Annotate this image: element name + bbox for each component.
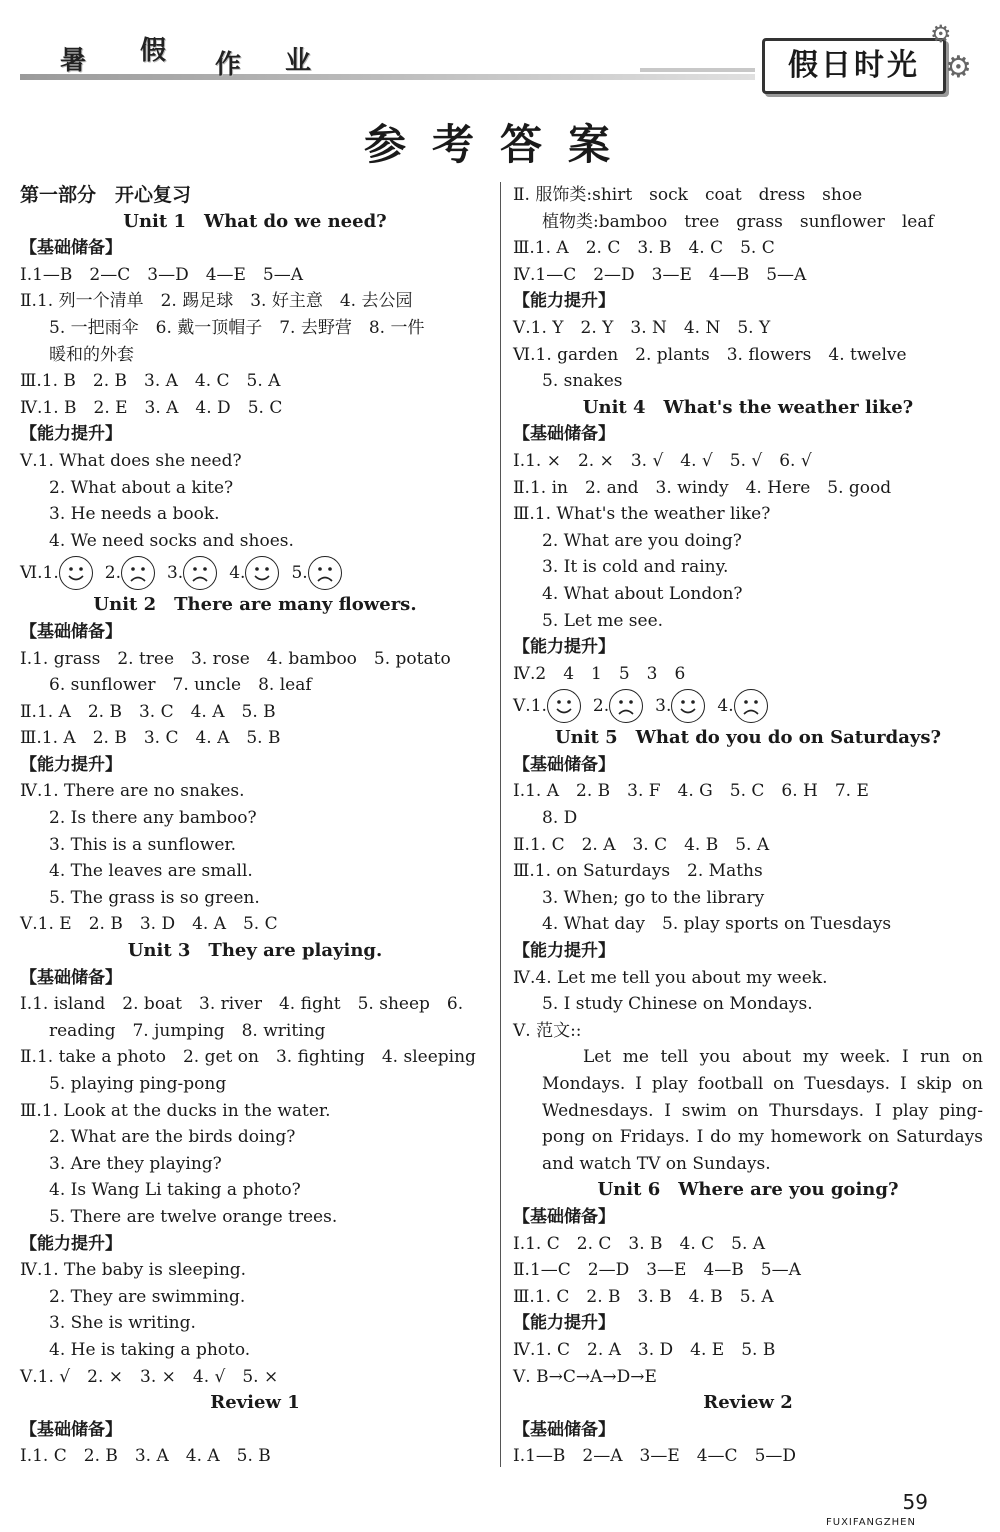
face-row <box>20 554 490 592</box>
face-row <box>513 687 983 725</box>
face-number: 1. <box>42 563 59 584</box>
answer-line: 4. He is taking a photo. <box>49 1339 251 1360</box>
answer-line: Ⅱ.1. take a photo 2. get on 3. fighting 4. sleeping <box>20 1047 476 1068</box>
answer-line: 4. We need socks and shoes. <box>49 530 294 551</box>
brand-box: 假日时光 <box>762 38 946 94</box>
unit-title: Unit 6 Where are you going? <box>597 1179 899 1201</box>
answer-line: 5. I study Chinese on Mondays. <box>542 994 813 1015</box>
page-number: 59 <box>902 1490 928 1514</box>
answer-line: Ⅰ.1. island 2. boat 3. river 4. fight 5. sheep 6. <box>20 994 464 1015</box>
gear-icon: ⚙ <box>930 20 952 48</box>
answer-line: Ⅱ.1. A 2. B 3. C 4. A 5. B <box>20 701 276 722</box>
unit-title: Unit 1 What do we need? <box>123 210 387 232</box>
answer-line: Ⅵ.1. garden 2. plants 3. flowers 4. twelve <box>513 344 907 365</box>
answer-line: 5. Let me see. <box>542 610 664 631</box>
answer-line: Ⅱ. 服饰类:shirt sock coat dress shoe <box>513 185 863 205</box>
answer-line: 3. It is cold and rainy. <box>542 557 729 578</box>
answer-line: Ⅰ.1—B 2—A 3—E 4—C 5—D <box>513 1446 797 1467</box>
sample-essay: Let me tell you about my week. I run on Mondays. I play football on Tuesdays. I skip on Wednesdays. I swim on Thursdays. I play ping-pong on Fridays. I do my homework on Saturdays and watch TV on Sundays. <box>542 1047 983 1174</box>
answer-line: Ⅳ.1. There are no snakes. <box>20 781 245 802</box>
answer-line: Ⅰ.1. C 2. C 3. B 4. C 5. A <box>513 1233 766 1254</box>
answer-line: Ⅱ.1. C 2. A 3. C 4. B 5. A <box>513 834 770 855</box>
answer-line: Ⅳ.4. Let me tell you about my week. <box>513 967 828 988</box>
sad-face-icon <box>609 689 643 723</box>
page-title: 参考答案 <box>363 120 636 169</box>
unit-title: Unit 3 They are playing. <box>127 940 383 962</box>
face-number: 4. <box>229 563 246 584</box>
answer-line: Ⅳ.1—C 2—D 3—E 4—B 5—A <box>513 264 807 285</box>
answer-line: 2. What are you doing? <box>542 530 742 551</box>
part-heading: 第一部分 开心复习 <box>20 184 192 206</box>
answer-line: 4. The leaves are small. <box>49 861 253 882</box>
answer-line: Ⅴ.1. Y 2. Y 3. N 4. N 5. Y <box>513 317 771 338</box>
face-number: 5. <box>291 563 308 584</box>
face-number: 3. <box>166 563 184 584</box>
answer-line: Ⅰ.1. A 2. B 3. F 4. G 5. C 6. H 7. E <box>513 781 869 802</box>
answer-line: 2. They are swimming. <box>49 1286 246 1307</box>
answer-line: Ⅲ.1. on Saturdays 2. Maths <box>513 861 763 882</box>
right-column <box>513 182 983 1470</box>
answer-line: 2. What about a kite? <box>49 477 234 498</box>
sad-face-icon <box>734 689 768 723</box>
header-char-4: 业 <box>285 46 312 76</box>
sad-face-icon <box>183 556 217 590</box>
answer-line: 4. What about London? <box>542 583 743 604</box>
header-char-1: 暑 <box>60 46 87 76</box>
answer-line: reading 7. jumping 8. writing <box>49 1020 326 1041</box>
header-char-2: 假 <box>140 36 167 66</box>
section-label: 【能力提升】 <box>20 1233 122 1254</box>
header-char-3: 作 <box>215 50 242 80</box>
left-column <box>20 182 490 1470</box>
answer-line: Ⅲ.1. A 2. B 3. C 4. A 5. B <box>20 728 281 749</box>
unit-title: Unit 2 There are many flowers. <box>93 594 417 616</box>
column-divider <box>500 182 501 1467</box>
section-label: 【能力提升】 <box>513 291 615 312</box>
answer-line: 5. There are twelve orange trees. <box>49 1206 338 1227</box>
answer-line: Ⅴ. 范文:: <box>513 1020 582 1041</box>
unit-title: Review 2 <box>703 1392 793 1414</box>
answer-line: Ⅰ.1. C 2. B 3. A 4. A 5. B <box>20 1446 271 1467</box>
answer-line: 3. When; go to the library <box>542 887 765 908</box>
answer-line: Ⅴ. B→C→A→D→E <box>513 1366 657 1387</box>
section-label: 【基础储备】 <box>513 1206 615 1227</box>
happy-face-icon <box>245 556 279 590</box>
answer-line: Ⅴ.1. √ 2. × 3. × 4. √ 5. × <box>20 1366 279 1387</box>
answer-line: Ⅴ.1. What does she need? <box>20 450 242 471</box>
answer-line: 8. D <box>542 808 578 829</box>
happy-face-icon <box>59 556 93 590</box>
footer-code: FUXIFANGZHEN <box>826 1517 916 1528</box>
header-bar <box>20 74 755 80</box>
answer-line: Ⅴ.1. E 2. B 3. D 4. A 5. C <box>20 914 278 935</box>
answer-line: Ⅲ.1. Look at the ducks in the water. <box>20 1100 331 1121</box>
unit-title: Unit 4 What's the weather like? <box>582 396 914 418</box>
section-label: 【基础储备】 <box>20 238 122 259</box>
answer-line: 3. Are they playing? <box>49 1153 222 1174</box>
face-row-label: Ⅵ. <box>20 563 43 584</box>
answer-line: Ⅳ.2 4 1 5 3 6 <box>513 663 686 684</box>
answer-line: Ⅰ.1. × 2. × 3. √ 4. √ 5. √ 6. √ <box>513 450 812 471</box>
answer-line: Ⅱ.1. in 2. and 3. windy 4. Here 5. good <box>513 477 892 498</box>
answer-line: Ⅰ.1—B 2—C 3—D 4—E 5—A <box>20 264 304 285</box>
answer-line: 5. snakes <box>542 371 623 392</box>
answer-line: Ⅲ.1. C 2. B 3. B 4. B 5. A <box>513 1286 774 1307</box>
face-number: 2. <box>592 696 610 717</box>
page-header <box>0 0 1000 110</box>
answer-line: Ⅳ.1. The baby is sleeping. <box>20 1260 247 1281</box>
section-label: 【能力提升】 <box>20 754 122 775</box>
answer-line: Ⅳ.1. B 2. E 3. A 4. D 5. C <box>20 397 283 418</box>
answer-line: Ⅲ.1. A 2. C 3. B 4. C 5. C <box>513 238 775 259</box>
answer-line: 5. The grass is so green. <box>49 887 260 908</box>
face-number: 4. <box>717 696 734 717</box>
section-label: 【基础储备】 <box>513 424 615 445</box>
answer-line: 4. What day 5. play sports on Tuesdays <box>542 914 892 935</box>
section-label: 【基础储备】 <box>513 1419 615 1440</box>
answer-line: 5. 一把雨伞 6. 戴一顶帽子 7. 去野营 8. 一件 <box>49 317 425 338</box>
section-label: 【基础储备】 <box>20 967 122 988</box>
answer-line: 5. playing ping-pong <box>49 1074 227 1094</box>
section-label: 【能力提升】 <box>20 424 122 445</box>
answer-line: 6. sunflower 7. uncle 8. leaf <box>49 675 312 696</box>
answer-line: 3. She is writing. <box>49 1313 196 1334</box>
section-label: 【基础储备】 <box>20 621 122 642</box>
answer-line: Ⅲ.1. B 2. B 3. A 4. C 5. A <box>20 371 281 392</box>
header-bar-accent <box>640 68 755 72</box>
face-number: 2. <box>104 563 121 584</box>
gear-icon-large: ⚙ <box>945 50 972 85</box>
happy-face-icon <box>547 689 581 723</box>
answer-line: Ⅳ.1. C 2. A 3. D 4. E 5. B <box>513 1339 776 1360</box>
sad-face-icon <box>308 556 342 590</box>
answer-line: 2. Is there any bamboo? <box>49 808 257 829</box>
section-label: 【能力提升】 <box>513 637 615 658</box>
section-label: 【能力提升】 <box>513 941 615 962</box>
answer-line: 4. Is Wang Li taking a photo? <box>49 1180 301 1201</box>
face-number: 3. <box>655 696 672 717</box>
section-label: 【基础储备】 <box>20 1419 122 1440</box>
answer-line: Ⅱ.1—C 2—D 3—E 4—B 5—A <box>513 1260 801 1281</box>
answer-line: 暖和的外套 <box>49 344 134 365</box>
answer-line: 植物类:bamboo tree grass sunflower leaf <box>542 211 934 232</box>
face-number: 1. <box>530 696 547 717</box>
answer-line: 3. He needs a book. <box>49 504 220 525</box>
section-label: 【能力提升】 <box>513 1313 615 1334</box>
answer-line: Ⅲ.1. What's the weather like? <box>513 504 771 525</box>
face-row-label: Ⅴ. <box>513 696 531 717</box>
answer-line: 2. What are the birds doing? <box>49 1127 296 1148</box>
answer-line: Ⅱ.1. 列一个清单 2. 踢足球 3. 好主意 4. 去公园 <box>20 291 413 312</box>
section-label: 【基础储备】 <box>513 754 615 775</box>
unit-title: Review 1 <box>210 1392 300 1414</box>
unit-title: Unit 5 What do you do on Saturdays? <box>554 727 942 749</box>
happy-face-icon <box>671 689 705 723</box>
answer-line: Ⅰ.1. grass 2. tree 3. rose 4. bamboo 5. potato <box>20 648 451 669</box>
answer-line: 3. This is a sunflower. <box>49 834 237 855</box>
sad-face-icon <box>121 556 155 590</box>
